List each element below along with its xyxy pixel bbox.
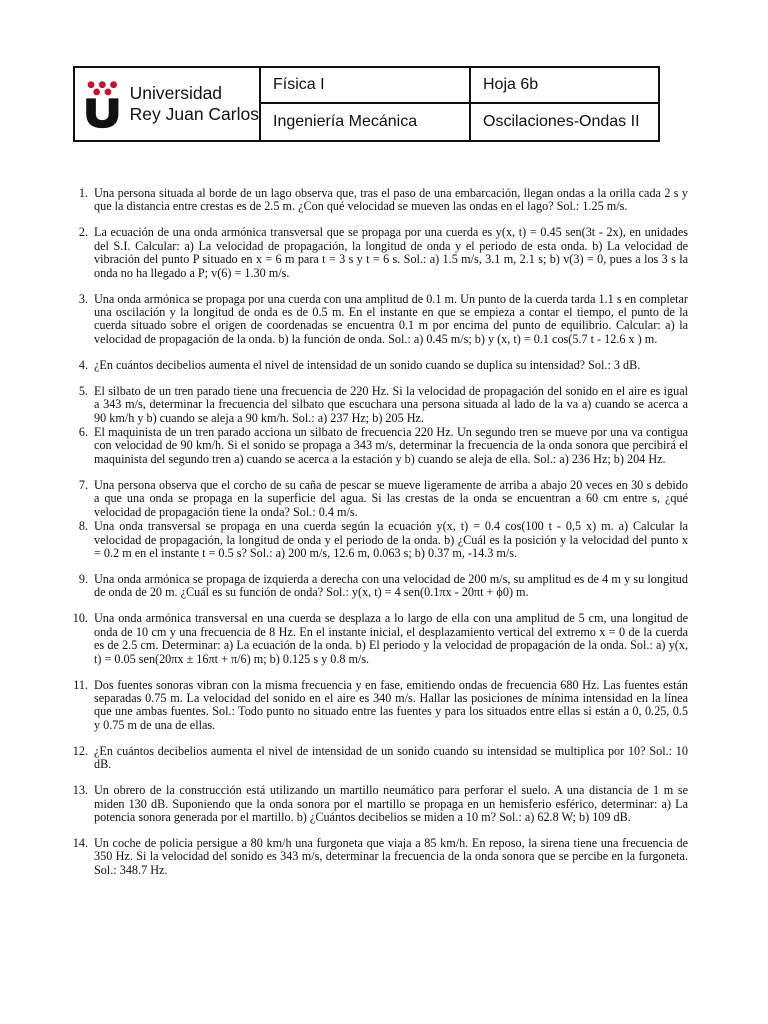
problem-number: 14. [72,835,88,850]
problem-number: 8. [78,519,88,534]
problem-number: 13. [72,783,88,798]
problem-item [60,573,688,600]
problem-text: Una onda transversal se propaga en una cuerda según la ecuación y(x, t) = 0.4 cos(100 t - 0,5 x) m. a) Calcular la velocidad de propagación, la longitud de onda y el periodo de la onda. b) ¿Cuál es la posición y la velocidad del punto x = 0.2 m en el instante t = 0.5 s? Sol.: a) 200 m/s, 12.6 m, 0.063 s; b) 0.37 m, -14.3 m/s. [94,519,688,560]
problem-item [60,293,688,347]
problem-text: La ecuación de una onda armónica transversal que se propaga por una cuerda es y(x, t) = 0.45 sen(3t - 2x), en unidades del S.I. Calcular: a) La velocidad de propagación, la longitud de onda y el periodo de esta onda. b) La velocidad de vibración del punto P situado en x = 6 m para t = 3 s y t = 6 s. Sol.: a) 1.5 m/s, 3.1 m, 2.1 s; b) v(3) = 0, pues a los 3 s la onda no ha llegado a P; v(6) = 1.30 m/s. [94,225,688,280]
problem-text: Dos fuentes sonoras vibran con la misma frecuencia y en fase, emitiendo ondas de frecuencia 680 Hz. Las fuentes están separadas 0.75 m. La velocidad del sonido en el aire es 340 m/s. Hallar las posiciones de mínima intensidad en la línea que une ambas fuentes. Sol.: Todo punto no situado entre las fuentes y para los situados entre ellas si están a 0, 0.25, 0.5 y 0.75 m de una de ellas. [94,677,688,732]
degree-name: Ingeniería Mecánica [261,104,471,140]
problem-number: 2. [78,225,88,240]
problem-item [60,385,688,425]
problem-number: 6. [78,425,88,440]
problem-number: 1. [78,186,88,200]
university-name-line1: Universidad [129,83,223,103]
problem-item [60,679,688,733]
problem-item [60,226,688,280]
problem-item [60,612,688,666]
problem-item [60,745,688,772]
problem-text: El maquinista de un tren parado acciona un silbato de frecuencia 220 Hz. Un segundo tren se mueve por una va contigua con velocidad de 90 km/h. Si el sonido se propaga a 343 m/s, determinar la frecuencia de la onda sonora que percibirá el maquinista del segundo tren a) cuando se acerca a la estación y b) cuando se aleja de ella. Sol.: a) 236 Hz; b) 204 Hz. [94,425,688,466]
problem-item [60,837,688,877]
problem-text: Una onda armónica se propaga de izquierda a derecha con una velocidad de 200 m/s, su amplitud es de 4 m y su longitud de onda de 20 m. ¿Cuál es su función de onda? Sol.: y(x, t) = 4 sen(0.1πx - 20πt + ϕ0) m. [94,571,688,600]
problem-item [60,359,688,372]
problem-text: Una persona observa que el corcho de su caña de pescar se mueve ligeramente de arriba a abajo 20 veces en 30 s debido a que una onda se propaga en la superficie del agua. Si las crestas de la onda se encuentran a 60 cm entre s, ¿qué velocidad de propagación tiene la onda? Sol.: 0.4 m/s. [94,477,688,519]
problem-list [60,187,688,890]
urjc-logo-icon [83,74,122,134]
header-box [73,66,660,142]
problem-item [60,426,688,466]
problem-number: 11. [73,677,88,692]
problem-text: ¿En cuántos decibelios aumenta el nivel de intensidad de un sonido cuando se duplica su intensidad? Sol.: 3 dB. [94,357,641,372]
problem-text: Un obrero de la construcción está utilizando un martillo neumático para perforar el suelo. A una distancia de 1 m se miden 130 dB. Suponiendo que la onda sonora por el martillo se propaga en un hemisferio esférico, determinar: a) La potencia sonora generada por el martillo. b) ¿Cuántos decibelios se miden a 10 m? Sol.: a) 62.8 W; b) 109 dB. [94,783,688,824]
problem-item [60,520,688,560]
problem-number: 7. [78,477,88,492]
problem-text: ¿En cuántos decibelios aumenta el nivel de intensidad de un sonido cuando su intensidad se multiplica por 10? Sol.: 10 dB. [94,743,688,772]
topic-name: Oscilaciones-Ondas II [483,113,640,130]
course-title: Física I [261,68,471,104]
university-name-line2: Rey Juan Carlos [129,104,259,124]
problem-number: 10. [72,611,88,626]
problem-text: El silbato de un tren parado tiene una frecuencia de 220 Hz. Si la velocidad de propagación del sonido en el aire es igual a 343 m/s, determinar la frecuencia del silbato que escuchara una persona situada al lado de la va a) cuando se acerca a 90 km/h y b) cuando se aleja a 90 km/h. Sol.: a) 237 Hz; b) 205 Hz. [94,383,688,425]
problem-text: Un coche de policía persigue a 80 km/h una furgoneta que viaja a 85 km/h. En reposo, la sirena tiene una frecuencia de 350 Hz. Si la velocidad del sonido es 343 m/s, determinar la frecuencia de la onda sonora que se percibe en la furgoneta. Sol.: 348.7 Hz. [94,835,688,877]
sheet-number: Hoja 6b [471,68,658,104]
university-logo [75,68,261,140]
problem-text: Una persona situada al borde de un lago observa que, tras el paso de una embarcación, llegan ondas a la orilla cada 2 s y que la distancia entre crestas es de 2.5 m. ¿Con qué velocidad se mueven las ondas en el lago? Sol.: 1.25 m/s. [94,186,688,214]
problem-number: 9. [78,571,88,586]
problem-item [60,784,688,824]
problem-item [60,479,688,519]
problem-text: Una onda armónica transversal en una cuerda se desplaza a lo largo de ella con una amplitud de 5 cm, una longitud de onda de 10 cm y una frecuencia de 8 Hz. En el instante inicial, el desplazamiento vertical del extremo x = 0 de la cuerda es de 2.5 cm. Determinar: a) La ecuación de la onda. b) El periodo y la velocidad de propagación de la onda. Sol.: a) y(x, t) = 0.05 sen(20πx ± 16πt + π/6) m; b) 0.125 s y 0.8 m/s. [94,611,688,666]
problem-number: 12. [72,743,88,758]
problem-number: 3. [78,291,88,306]
problem-text: Una onda armónica se propaga por una cuerda con una amplitud de 0.1 m. Un punto de la cuerda tarda 1.1 s en completar una oscilación y la longitud de onda es de 0.5 m. En el instante en que se empieza a contar el tiempo, el punto de la cuerda situado sobre el origen de coordenadas se encuentra 0.1 m por encima del punto de equilibrio. Calcular: a) la velocidad de propagación de la onda. b) la función de onda. Sol.: a) 0.45 m/s; b) y (x, t) = 0.1 cos(5.7 t - 12.6 x ) m. [94,291,688,346]
problem-number: 5. [78,383,88,398]
problem-item [60,187,688,214]
problem-number: 4. [78,357,88,372]
